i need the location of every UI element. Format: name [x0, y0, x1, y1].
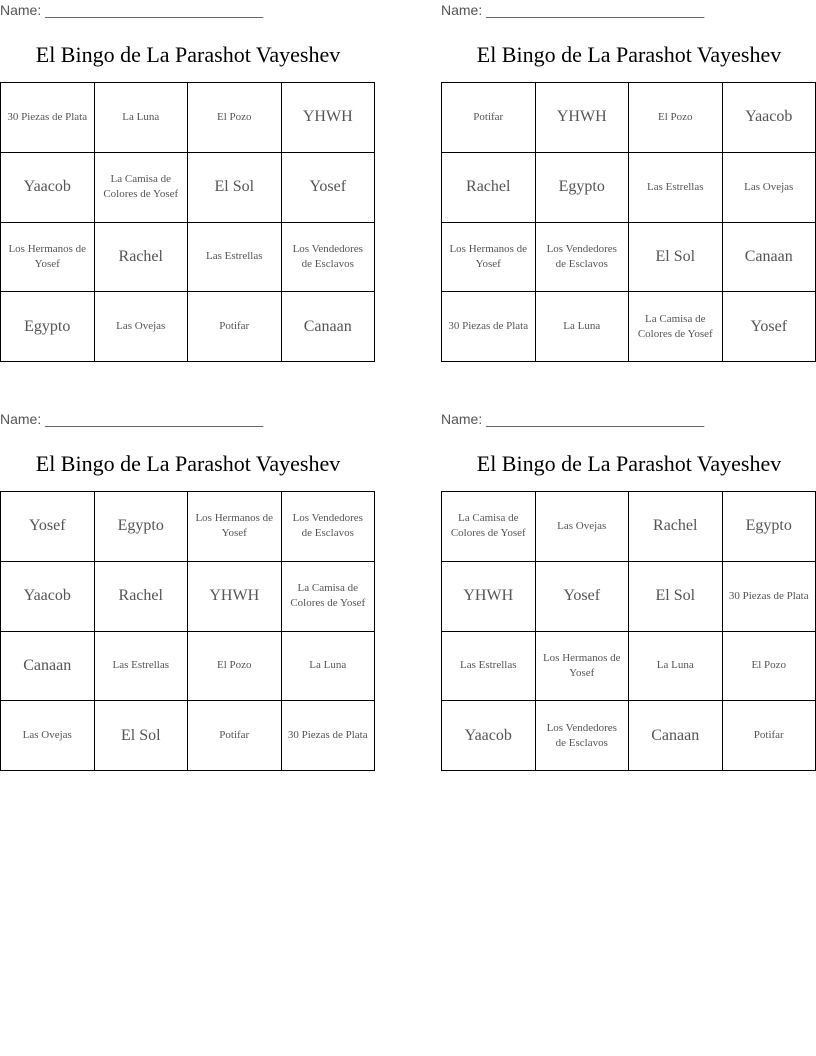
- bingo-cell: Las Ovejas: [723, 153, 816, 223]
- bingo-cell: Los Hermanos de Yosef: [536, 632, 630, 702]
- bingo-cell: Las Ovejas: [95, 292, 189, 362]
- bingo-cell: Yosef: [723, 292, 816, 362]
- bingo-cell: 30 Piezas de Plata: [723, 562, 816, 632]
- bingo-cell: Las Estrellas: [629, 153, 723, 223]
- card-title: El Bingo de La Parashot Vayeshev: [35, 42, 341, 67]
- bingo-cell: Yaacob: [723, 83, 816, 153]
- bingo-cell: El Sol: [629, 562, 723, 632]
- bingo-cell: La Luna: [629, 632, 723, 702]
- bingo-cell: Las Estrellas: [442, 632, 536, 702]
- name-field-label: Name: ____________________________: [441, 411, 705, 427]
- bingo-cell: La Camisa de Colores de Yosef: [442, 492, 536, 562]
- bingo-cell: La Camisa de Colores de Yosef: [282, 562, 376, 632]
- bingo-cell: 30 Piezas de Plata: [1, 83, 95, 153]
- bingo-cell: Canaan: [629, 701, 723, 771]
- bingo-cell: Canaan: [723, 223, 816, 293]
- bingo-cell: Las Ovejas: [1, 701, 95, 771]
- bingo-cell: Egypto: [95, 492, 189, 562]
- bingo-cell: La Luna: [95, 83, 189, 153]
- bingo-cell: Rachel: [442, 153, 536, 223]
- bingo-cell: Egypto: [536, 153, 630, 223]
- bingo-cell: El Pozo: [629, 83, 723, 153]
- bingo-cell: Los Vendedores de Esclavos: [536, 223, 630, 293]
- bingo-cell: Yaacob: [1, 562, 95, 632]
- bingo-cell: Los Vendedores de Esclavos: [282, 223, 376, 293]
- bingo-cell: Yosef: [1, 492, 95, 562]
- bingo-cell: Rachel: [629, 492, 723, 562]
- bingo-cell: YHWH: [442, 562, 536, 632]
- bingo-cell: El Pozo: [723, 632, 816, 702]
- bingo-cell: Los Vendedores de Esclavos: [282, 492, 376, 562]
- bingo-grid: [441, 82, 816, 362]
- bingo-cell: Los Hermanos de Yosef: [1, 223, 95, 293]
- card-title: El Bingo de La Parashot Vayeshev: [476, 42, 782, 67]
- bingo-cell: Las Ovejas: [536, 492, 630, 562]
- bingo-cell: Rachel: [95, 223, 189, 293]
- bingo-cell: El Pozo: [188, 83, 282, 153]
- bingo-cell: La Luna: [536, 292, 630, 362]
- bingo-cell: Las Estrellas: [95, 632, 189, 702]
- card-title: El Bingo de La Parashot Vayeshev: [35, 451, 341, 476]
- bingo-cell: El Sol: [188, 153, 282, 223]
- bingo-cell: Potifar: [188, 292, 282, 362]
- bingo-cell: 30 Piezas de Plata: [282, 701, 376, 771]
- bingo-cell: Yaacob: [442, 701, 536, 771]
- bingo-cell: El Sol: [95, 701, 189, 771]
- bingo-cell: La Camisa de Colores de Yosef: [629, 292, 723, 362]
- bingo-cell: El Pozo: [188, 632, 282, 702]
- card-title: El Bingo de La Parashot Vayeshev: [476, 451, 782, 476]
- bingo-cell: Yaacob: [1, 153, 95, 223]
- bingo-cell: Canaan: [282, 292, 376, 362]
- bingo-cell: Yosef: [536, 562, 630, 632]
- bingo-cell: Los Hermanos de Yosef: [442, 223, 536, 293]
- bingo-grid: [0, 82, 375, 362]
- bingo-cell: Los Hermanos de Yosef: [188, 492, 282, 562]
- bingo-cell: Egypto: [1, 292, 95, 362]
- bingo-cell: Canaan: [1, 632, 95, 702]
- bingo-cell: Egypto: [723, 492, 816, 562]
- bingo-cell: Rachel: [95, 562, 189, 632]
- bingo-cell: La Luna: [282, 632, 376, 702]
- bingo-cell: YHWH: [188, 562, 282, 632]
- name-field-label: Name: ____________________________: [441, 2, 705, 18]
- bingo-cell: Los Vendedores de Esclavos: [536, 701, 630, 771]
- bingo-cell: Yosef: [282, 153, 376, 223]
- bingo-grid: [0, 491, 375, 771]
- bingo-cell: Potifar: [188, 701, 282, 771]
- bingo-cell: El Sol: [629, 223, 723, 293]
- bingo-cell: YHWH: [536, 83, 630, 153]
- name-field-label: Name: ____________________________: [0, 411, 264, 427]
- bingo-cell: La Camisa de Colores de Yosef: [95, 153, 189, 223]
- bingo-cell: YHWH: [282, 83, 376, 153]
- bingo-cell: Potifar: [442, 83, 536, 153]
- bingo-cell: 30 Piezas de Plata: [442, 292, 536, 362]
- bingo-grid: [441, 491, 816, 771]
- bingo-cell: Las Estrellas: [188, 223, 282, 293]
- name-field-label: Name: ____________________________: [0, 2, 264, 18]
- bingo-cell: Potifar: [723, 701, 816, 771]
